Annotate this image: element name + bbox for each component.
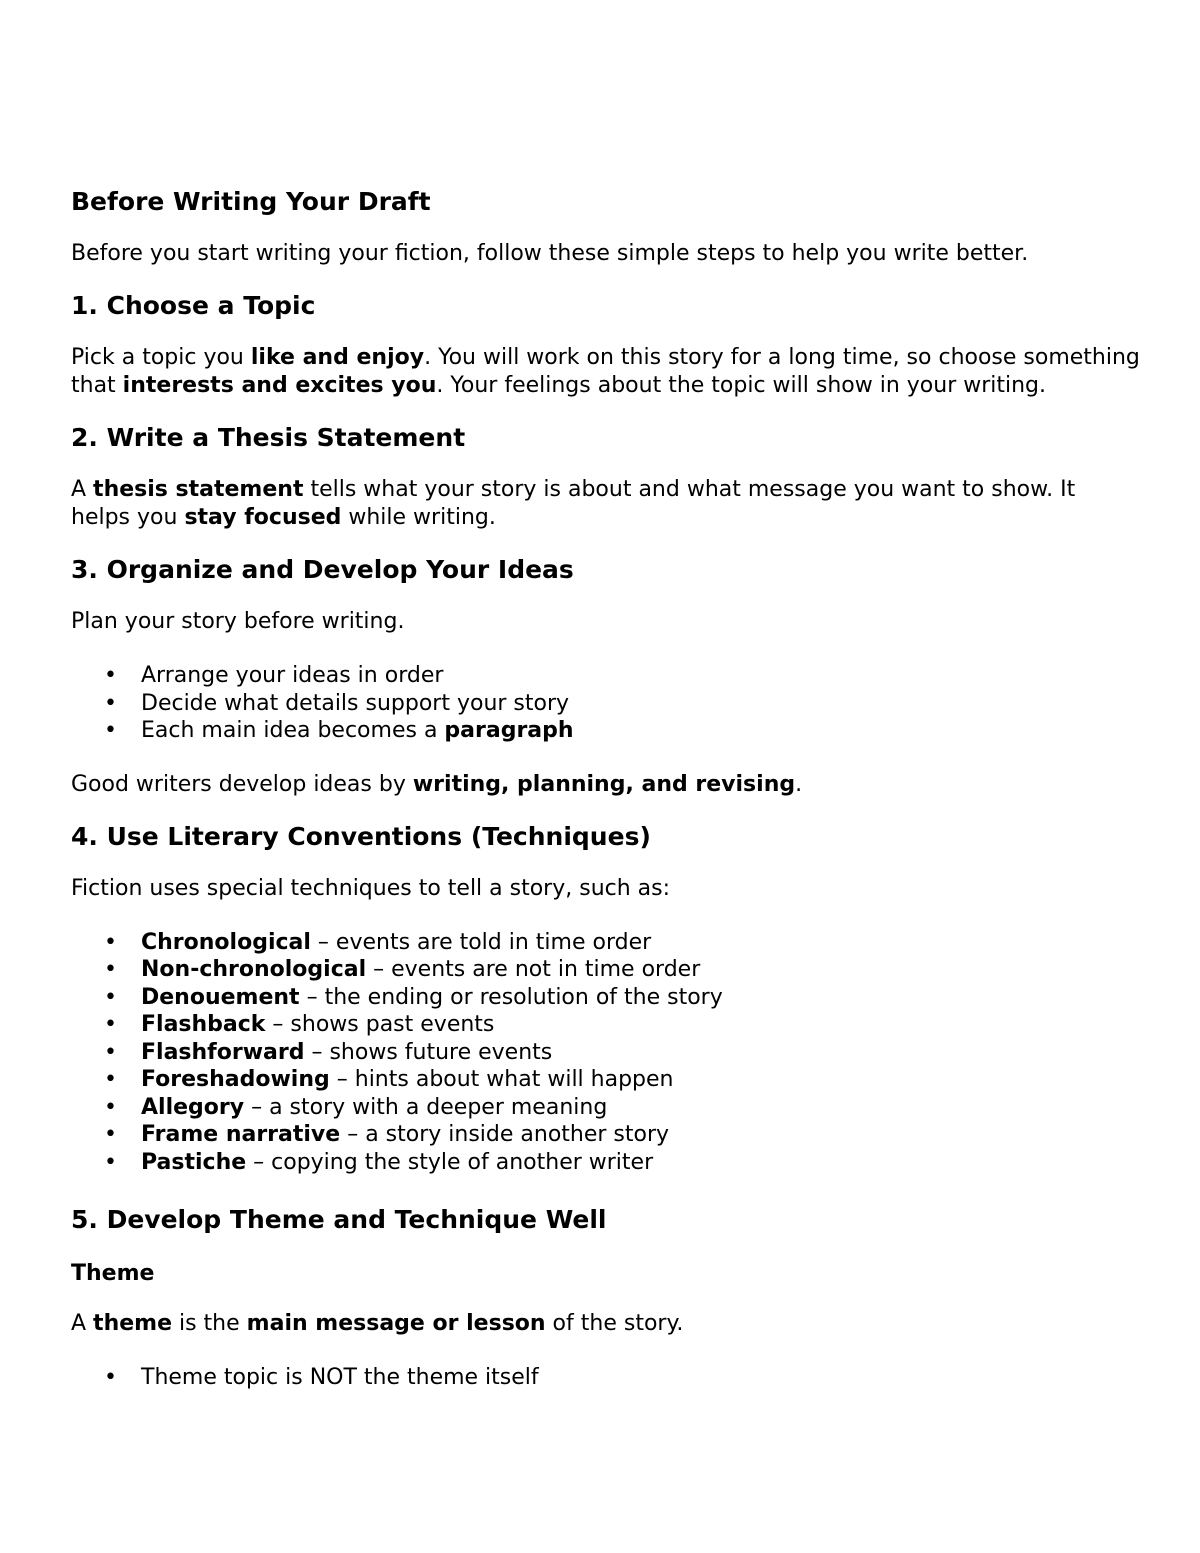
technique-desc: – shows past events [265, 1012, 495, 1037]
technique-term: Non-chronological [141, 957, 367, 982]
technique-desc: – hints about what will happen [329, 1067, 674, 1092]
text-run: Good writers develop ideas by [71, 771, 413, 797]
text-run: A [71, 477, 94, 502]
section-5-heading: 5. Develop Theme and Technique Well [71, 1205, 607, 1234]
technique-term: Flashforward [141, 1039, 305, 1065]
technique-desc: – events are told in time order [310, 929, 652, 955]
list-item [71, 1364, 1141, 1392]
technique-term: Frame narrative [141, 1122, 341, 1147]
bold-run: main message or lesson [246, 1311, 546, 1336]
text-run: is the [172, 1311, 247, 1336]
technique-item [71, 1121, 1141, 1149]
page-title: Before Writing Your Draft [71, 187, 431, 216]
bold-run: thesis statement [93, 477, 304, 502]
list-item-bold: paragraph [444, 718, 574, 743]
list-item [71, 717, 1141, 745]
technique-term: Pastiche [141, 1149, 247, 1175]
technique-desc: – copying the style of another writer [246, 1149, 654, 1175]
technique-item [71, 1149, 1141, 1177]
text-run: . [795, 771, 803, 797]
list-item [71, 662, 1141, 690]
list-item-text: Arrange your ideas in order [141, 663, 444, 688]
technique-item [71, 984, 1141, 1012]
section-4-heading: 4. Use Literary Conventions (Techniques) [71, 821, 651, 851]
bold-run: writing, planning, and revising [412, 771, 796, 797]
theme-subheading: Theme [71, 1261, 155, 1286]
section-2-paragraph [71, 476, 1141, 532]
technique-term: Flashback [141, 1012, 266, 1037]
intro-paragraph: Before you start writing your fiction, follow these simple steps to help you write better. [71, 241, 1029, 266]
bold-run: interests and excites you [122, 373, 437, 398]
text-run: tells what your story is about and what message you want to show. It helps you [71, 477, 1076, 530]
technique-term: Chronological [141, 929, 311, 955]
technique-term: Allegory [141, 1094, 245, 1120]
list-item-text: Theme topic is NOT the theme itself [141, 1365, 539, 1390]
section-3-paragraph: Plan your story before writing. [71, 609, 405, 634]
bold-run: like and enjoy [250, 345, 425, 370]
techniques-list [71, 929, 1141, 1177]
text-run: . Your feelings about the topic will show in your writing. [436, 373, 1047, 398]
technique-item [71, 956, 1141, 984]
list-item-text: Each main idea becomes a [141, 718, 445, 743]
section-2-heading: 2. Write a Thesis Statement [71, 423, 466, 452]
text-run: . You will work on this story for a long time, so choose something that [71, 345, 1140, 398]
technique-desc: – shows future events [304, 1039, 553, 1065]
section-5-list [71, 1364, 1141, 1392]
section-1-heading: 1. Choose a Topic [71, 291, 316, 320]
list-item-text: Decide what details support your story [141, 690, 570, 716]
technique-desc: – events are not in time order [366, 957, 701, 982]
technique-term: Foreshadowing [141, 1067, 330, 1092]
section-5-paragraph [71, 1310, 1141, 1338]
bold-run: stay focused [184, 505, 342, 530]
technique-desc: – a story with a deeper meaning [244, 1094, 608, 1120]
technique-item [71, 1094, 1141, 1122]
text-run: while writing. [341, 505, 496, 530]
section-1-paragraph [71, 344, 1141, 400]
section-3-list [71, 662, 1141, 745]
technique-term: Denouement [141, 984, 300, 1010]
section-3-closing [71, 771, 1141, 799]
technique-item [71, 929, 1141, 957]
technique-item [71, 1066, 1141, 1094]
section-3-heading: 3. Organize and Develop Your Ideas [71, 555, 574, 584]
technique-item [71, 1039, 1141, 1067]
document-page [71, 184, 1141, 1392]
technique-item [71, 1011, 1141, 1039]
technique-desc: – the ending or resolution of the story [299, 984, 723, 1010]
text-run: A [71, 1311, 94, 1336]
section-4-paragraph: Fiction uses special techniques to tell a story, such as: [71, 875, 671, 901]
text-run: of the story. [545, 1311, 684, 1336]
technique-desc: – a story inside another story [340, 1122, 670, 1147]
list-item [71, 690, 1141, 718]
text-run: Pick a topic you [71, 345, 251, 370]
bold-run: theme [93, 1311, 172, 1336]
